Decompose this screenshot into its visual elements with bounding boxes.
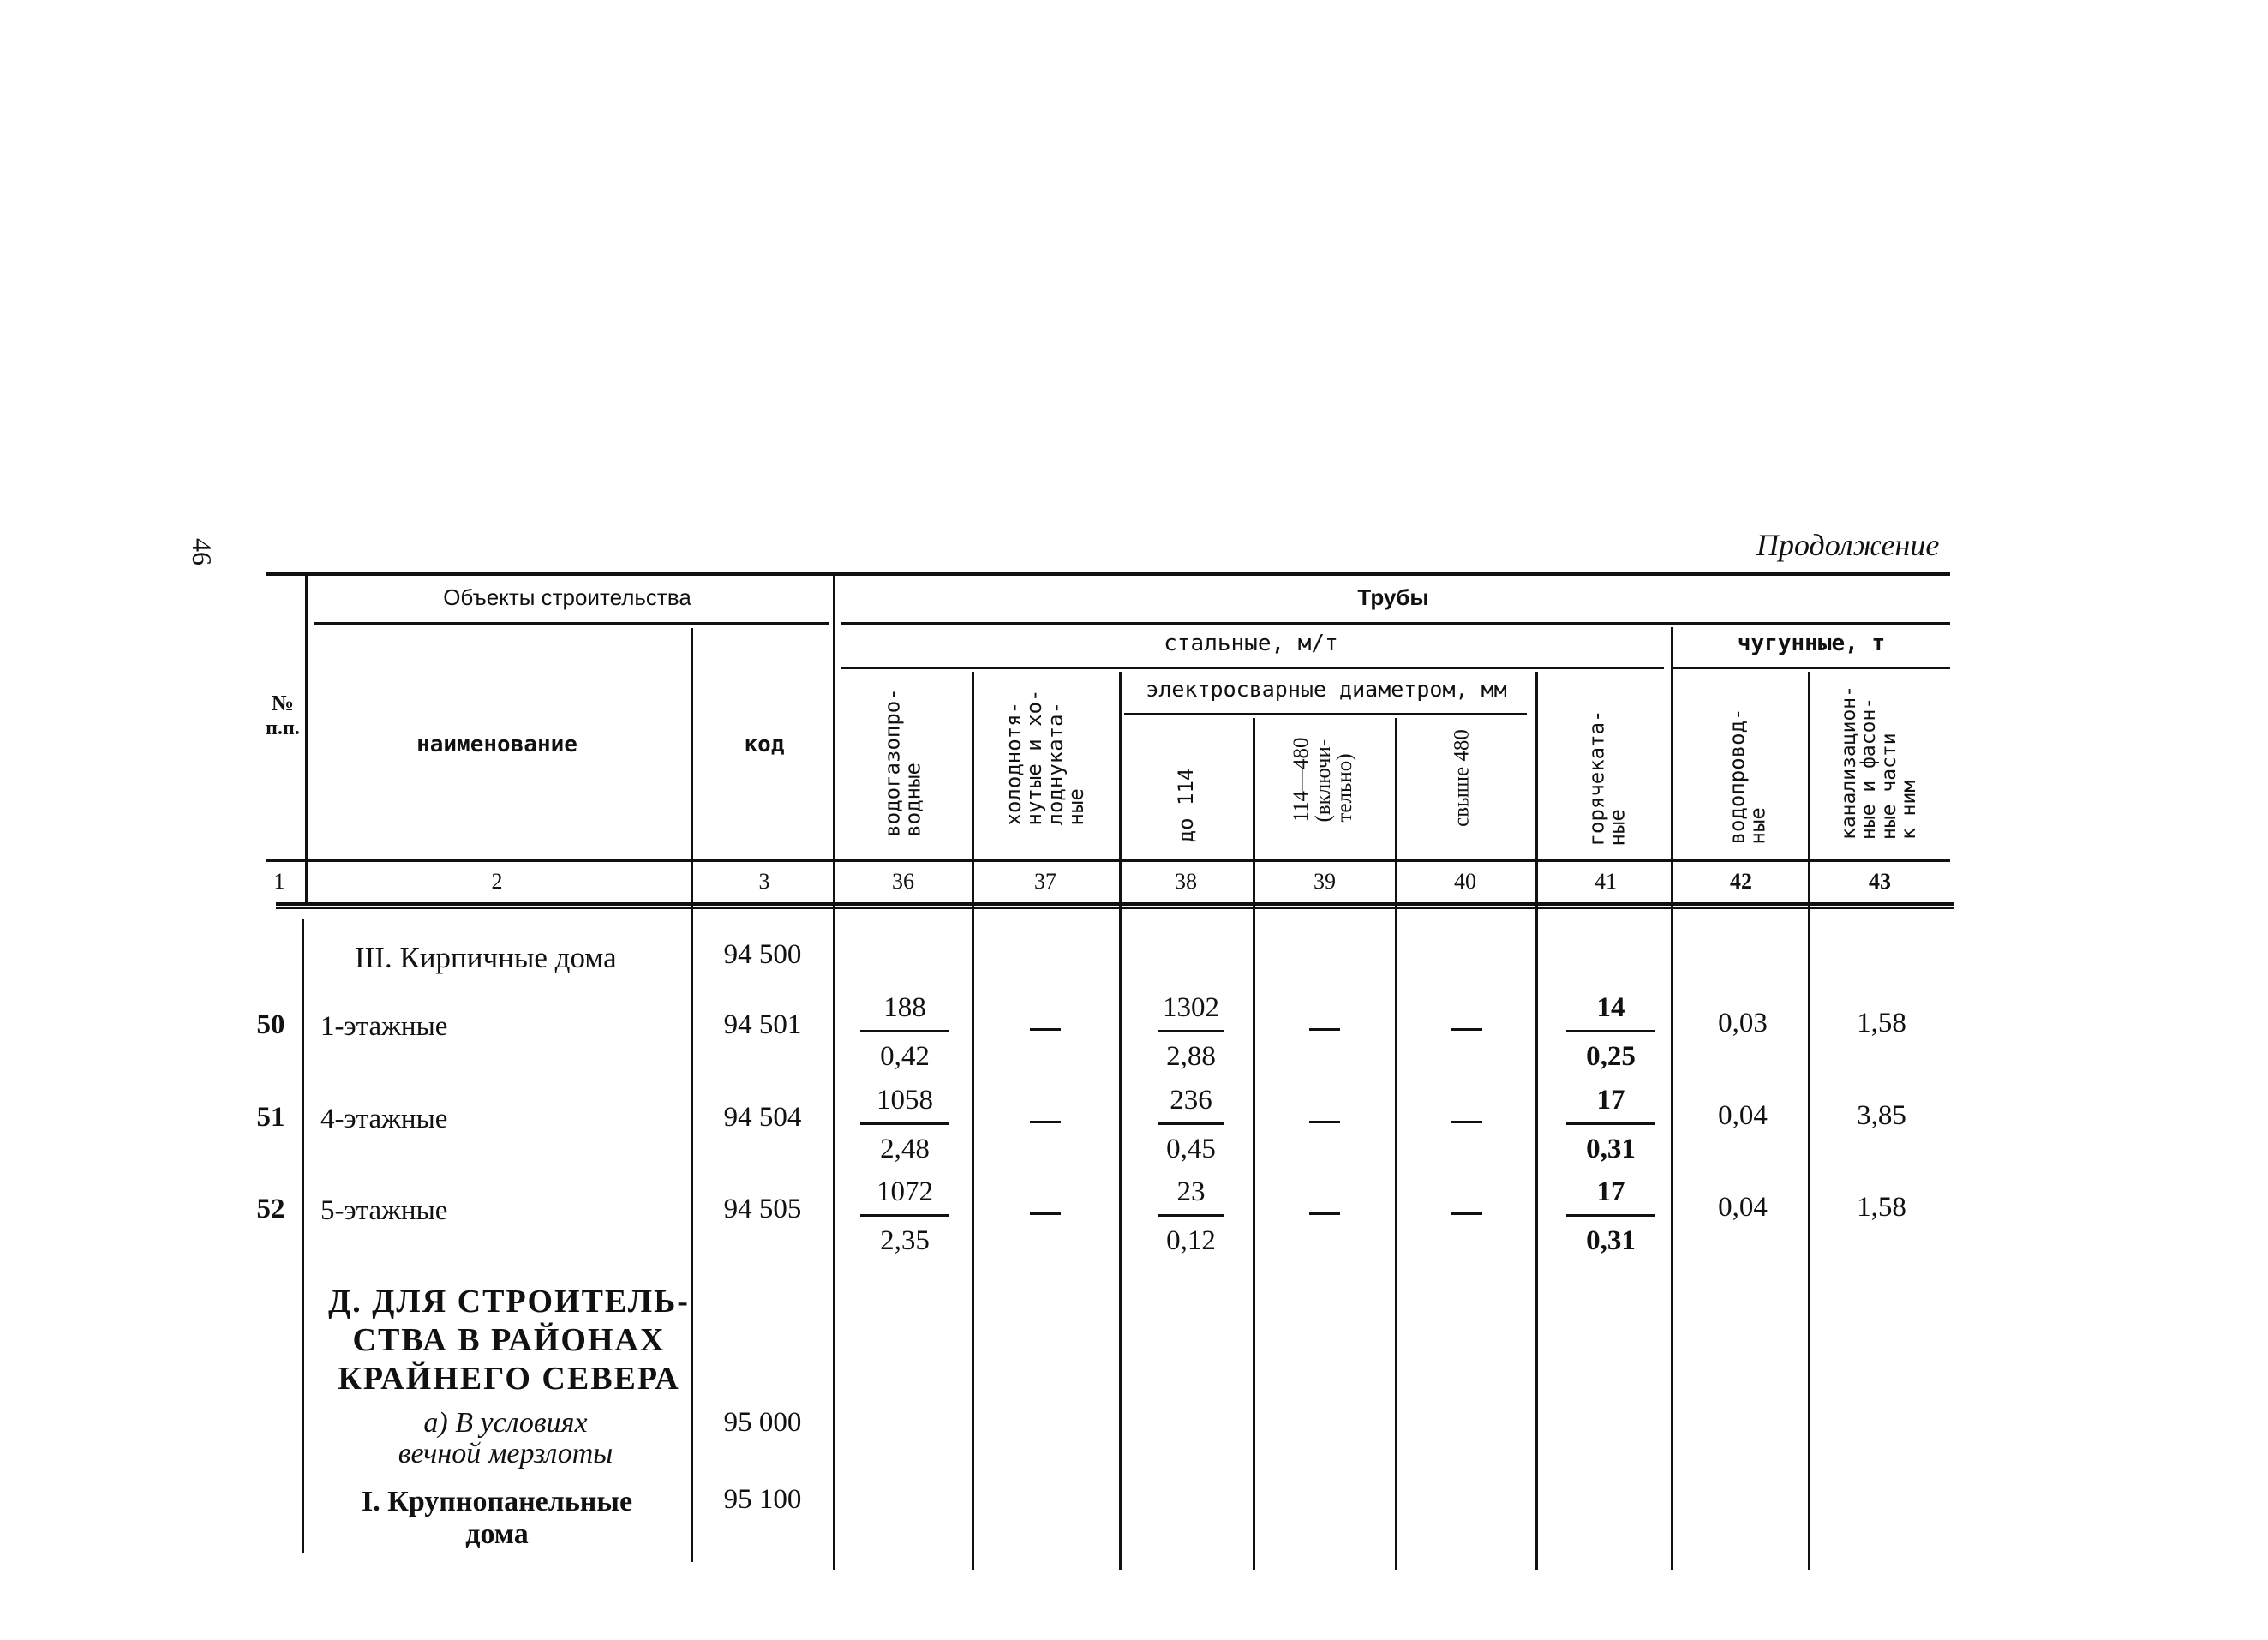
- row-52-name: 5-этажные: [320, 1195, 448, 1226]
- row-51-c38-num: 236: [1170, 1085, 1212, 1116]
- section-panel-code: 95 100: [723, 1484, 802, 1515]
- fraction-bar: [1566, 1122, 1655, 1125]
- rule-top: [266, 572, 1950, 576]
- row-52-c36: [860, 1178, 949, 1255]
- header-name: наименование: [416, 732, 577, 757]
- rule-colnums-bottom: [276, 902, 1954, 906]
- vline-9: [1671, 627, 1673, 1570]
- fraction-bar: [860, 1214, 949, 1217]
- colnum-38: 38: [1175, 869, 1197, 894]
- rule-electro: [1124, 713, 1527, 715]
- row-52-c36-den: 2,35: [880, 1225, 930, 1256]
- colnum-42: 42: [1730, 869, 1752, 894]
- row-51-c39-dash: [1309, 1121, 1340, 1123]
- row-51-c41-num: 17: [1596, 1085, 1625, 1116]
- row-52-c38: [1158, 1178, 1224, 1255]
- row-50-c43: 1,58: [1857, 1008, 1906, 1038]
- row-51-c36-num: 1058: [877, 1085, 933, 1116]
- row-52-c38-den: 0,12: [1166, 1225, 1216, 1256]
- vline-6: [1253, 718, 1255, 1570]
- fraction-bar: [1158, 1030, 1224, 1032]
- row-50-c41-den: 0,25: [1586, 1041, 1636, 1072]
- row-51-c41-den: 0,31: [1586, 1134, 1636, 1164]
- header-col-36: водогазопро- водные: [880, 688, 925, 837]
- header-castiron: чугунные, т: [1737, 631, 1886, 656]
- header-col-39: 114—480 (включи- тельно): [1289, 737, 1356, 823]
- row-50-c41-num: 14: [1596, 992, 1625, 1023]
- row-50-no: 50: [256, 1009, 285, 1040]
- row-50-c39-dash: [1309, 1028, 1340, 1031]
- fraction-bar: [1158, 1214, 1224, 1217]
- vline-1: [305, 576, 308, 903]
- row-51-c43: 3,85: [1857, 1100, 1906, 1131]
- row-51-c41: [1566, 1086, 1655, 1164]
- vline-7: [1395, 718, 1397, 1570]
- colnum-43: 43: [1869, 869, 1891, 894]
- row-52-c41-den: 0,31: [1586, 1225, 1636, 1256]
- section-panel-line1: I. Крупнопанельные: [361, 1486, 633, 1517]
- header-pp: п.п.: [266, 717, 300, 739]
- header-pipes: Трубы: [1357, 584, 1429, 610]
- section-north-line3: КРАЙНЕГО СЕВЕРА: [338, 1361, 680, 1397]
- row-51-c38: [1158, 1086, 1224, 1164]
- colnum-39: 39: [1314, 869, 1336, 894]
- vline-2: [691, 628, 693, 1562]
- row-52-c40-dash: [1451, 1212, 1482, 1215]
- vline-8: [1535, 672, 1538, 1570]
- row-52-c41-num: 17: [1596, 1176, 1625, 1207]
- row-51-code: 94 504: [723, 1102, 802, 1133]
- row-50-c41: [1566, 994, 1655, 1071]
- colnum-2: 2: [491, 869, 503, 894]
- vline-10: [1808, 672, 1810, 1570]
- rule-steel: [841, 667, 1664, 669]
- section-brick-code: 94 500: [723, 939, 802, 970]
- row-51-c36: [860, 1086, 949, 1164]
- colnum-41: 41: [1595, 869, 1617, 894]
- header-steel: стальные, м/т: [1164, 631, 1338, 656]
- header-col-40: свыше 480: [1450, 729, 1474, 827]
- rule-objects: [314, 622, 829, 625]
- row-50-c38-den: 2,88: [1166, 1041, 1216, 1072]
- rule-castiron: [1673, 667, 1950, 669]
- colnum-1: 1: [273, 869, 285, 894]
- vline-5: [1119, 672, 1122, 1570]
- row-51-c42: 0,04: [1718, 1100, 1768, 1131]
- header-col-41: горячеката- ные: [1584, 709, 1630, 847]
- vline-4: [972, 672, 974, 1570]
- row-51-c40-dash: [1451, 1121, 1482, 1123]
- row-50-c38-num: 1302: [1163, 992, 1219, 1023]
- header-col-38: до 114: [1173, 768, 1198, 843]
- row-50-c36-den: 0,42: [880, 1041, 930, 1072]
- row-51-no: 51: [256, 1102, 285, 1133]
- row-51-c37-dash: [1030, 1121, 1061, 1123]
- row-52-c41: [1566, 1178, 1655, 1255]
- section-permafrost-line1: а) В условиях: [423, 1407, 588, 1439]
- colnum-40: 40: [1454, 869, 1476, 894]
- row-51-name: 4-этажные: [320, 1104, 448, 1134]
- row-50-code: 94 501: [723, 1009, 802, 1040]
- row-50-name: 1-этажные: [320, 1011, 448, 1042]
- row-50-c40-dash: [1451, 1028, 1482, 1031]
- row-50-c36-num: 188: [883, 992, 926, 1023]
- row-51-c38-den: 0,45: [1166, 1134, 1216, 1164]
- header-objects: Объекты строительства: [443, 584, 691, 610]
- header-col-42: водопровод- ные: [1725, 708, 1770, 845]
- page-number: 46: [187, 538, 218, 566]
- colnum-37: 37: [1034, 869, 1056, 894]
- fraction-bar: [860, 1122, 949, 1125]
- rule-pipes: [841, 622, 1950, 625]
- section-permafrost-line2: вечной мерзлоты: [398, 1438, 613, 1469]
- section-brick-title: III. Кирпичные дома: [355, 941, 617, 974]
- fraction-bar: [860, 1030, 949, 1032]
- fraction-bar: [1566, 1214, 1655, 1217]
- row-52-c39-dash: [1309, 1212, 1340, 1215]
- row-52-c43: 1,58: [1857, 1192, 1906, 1223]
- header-code: код: [744, 732, 785, 757]
- row-50-c38: [1158, 994, 1224, 1071]
- colnum-3: 3: [758, 869, 770, 894]
- header-col-37: холоднотя- нутые и хо- лоднуката- ные: [1002, 689, 1089, 826]
- row-51-c36-den: 2,48: [880, 1134, 930, 1164]
- vline-3: [833, 576, 835, 1570]
- row-52-code: 94 505: [723, 1194, 802, 1224]
- colnum-36: 36: [892, 869, 914, 894]
- row-52-c38-num: 23: [1176, 1176, 1206, 1207]
- row-50-c42: 0,03: [1718, 1008, 1768, 1038]
- row-52-c42: 0,04: [1718, 1192, 1768, 1223]
- header-no: №: [271, 691, 295, 715]
- row-50-c36: [860, 994, 949, 1071]
- rule-header-bottom: [266, 859, 1950, 862]
- fraction-bar: [1158, 1122, 1224, 1125]
- section-north-line2: СТВА В РАЙОНАХ: [352, 1322, 666, 1358]
- fraction-bar: [1566, 1030, 1655, 1032]
- section-north-line1: Д. ДЛЯ СТРОИТЕЛЬ-: [328, 1284, 690, 1320]
- vline-1b: [302, 919, 304, 1553]
- section-panel-line2: дома: [465, 1518, 529, 1550]
- row-52-c36-num: 1072: [877, 1176, 933, 1207]
- header-col-43: канализацион- ные и фасон- ные части к ним: [1838, 685, 1921, 841]
- row-52-c37-dash: [1030, 1212, 1061, 1215]
- section-permafrost-code: 95 000: [723, 1407, 802, 1438]
- rule-colnums-bottom2: [276, 907, 1954, 909]
- row-52-no: 52: [256, 1194, 285, 1224]
- continuation-label: Продолжение: [1756, 528, 1940, 562]
- row-50-c37-dash: [1030, 1028, 1061, 1031]
- header-electro: электросварные диаметром, мм: [1146, 677, 1507, 702]
